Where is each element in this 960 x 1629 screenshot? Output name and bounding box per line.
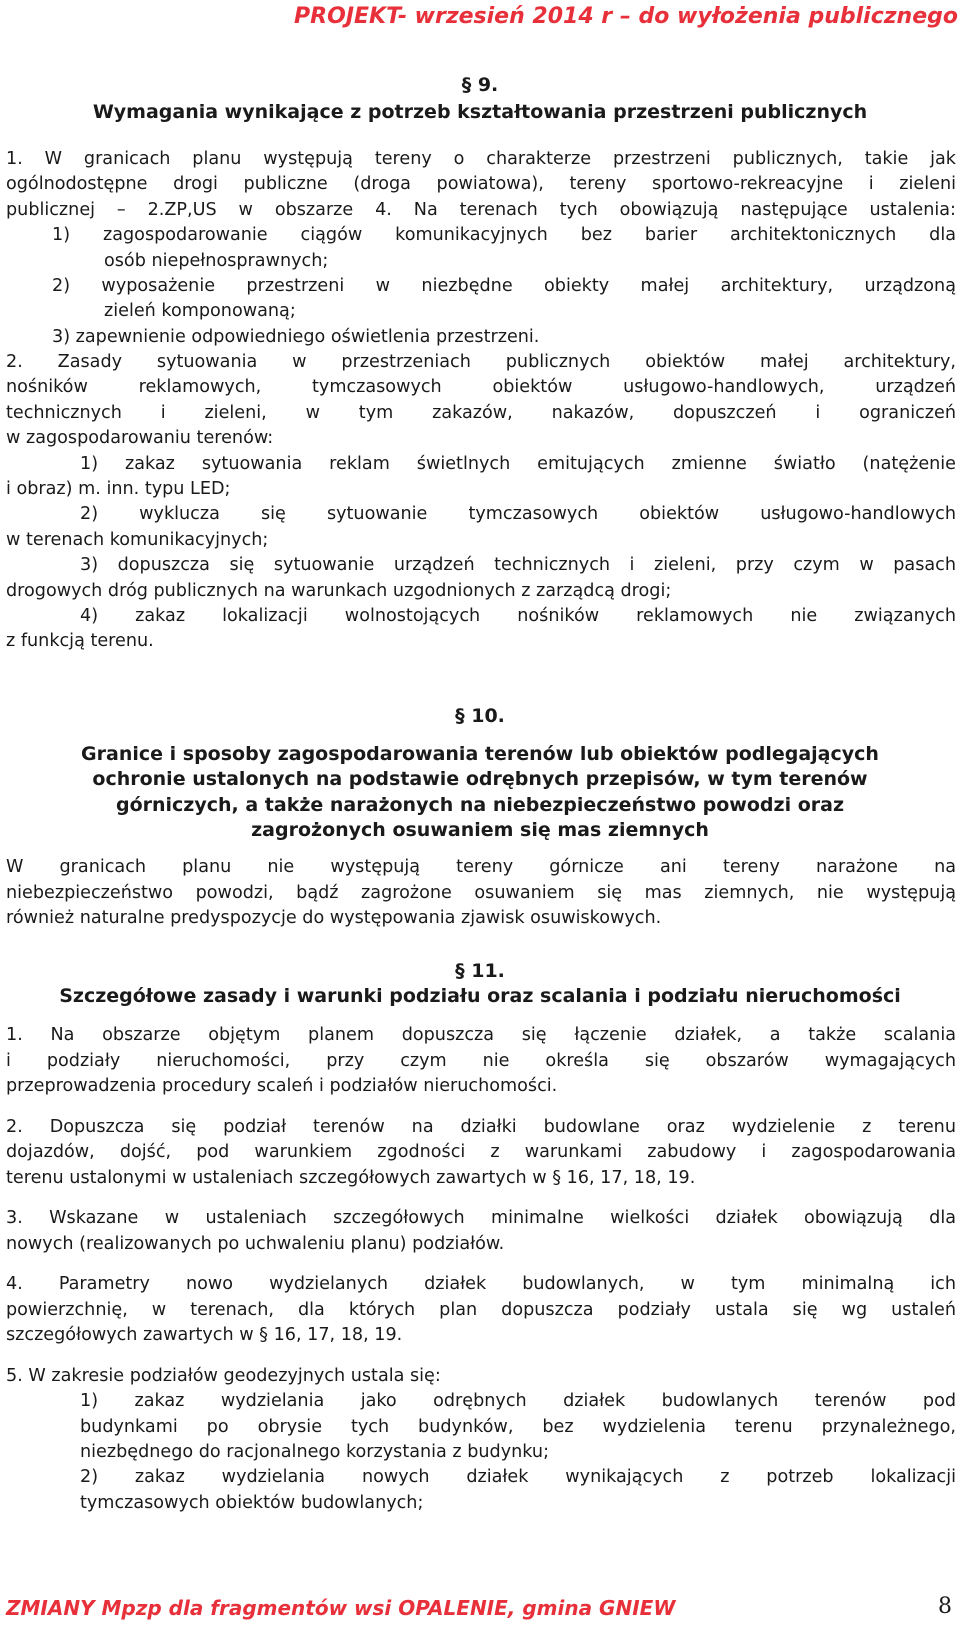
page-number: 8: [938, 1594, 952, 1619]
s9-p1-item2a: 2) wyposażenie przestrzeni w niezbędne obiekty małej architektury, urządzoną: [52, 276, 956, 296]
s11-p2-line1: 2. Dopuszcza się podział terenów na działki budowlane oraz wydzielenie z terenu: [6, 1117, 956, 1137]
s9-p2-line4: w zagospodarowaniu terenów:: [6, 428, 274, 448]
s11-p1-line1: 1. Na obszarze objętym planem dopuszcza się łączenie działek, a także scalania: [6, 1025, 956, 1045]
s11-p1-line2: i podziały nieruchomości, przy czym nie określa się obszarów wymagających: [6, 1051, 956, 1071]
section-9-number: § 9.: [461, 74, 499, 96]
s11-p3-line1: 3. Wskazane w ustaleniach szczegółowych minimalne wielkości działek obowiązują dla: [6, 1208, 956, 1228]
s11-p4-line2: powierzchnię, w terenach, dla których plan dopuszcza podziały ustala się wg ustaleń: [6, 1300, 956, 1320]
section-11-number: § 11.: [455, 960, 505, 982]
s9-p2-line1: 2. Zasady sytuowania w przestrzeniach publicznych obiektów małej architektury,: [6, 352, 956, 372]
s11-p3-line2: nowych (realizowanych po uchwaleniu planu) podziałów.: [6, 1234, 505, 1254]
s9-p1-item2b: zieleń komponowaną;: [104, 301, 296, 321]
s9-p1-line1: 1. W granicach planu występują tereny o charakterze przestrzeni publicznych, takie jak: [6, 149, 956, 169]
s9-p1-line2: ogólnodostępne drogi publiczne (droga powiatowa), tereny sportowo-rekreacyjne i zieleni: [6, 174, 956, 194]
section-10-title-line1: Granice i sposoby zagospodarowania terenów lub obiektów podlegających: [81, 743, 879, 765]
s10-line2: niebezpieczeństwo powodzi, bądź zagrożone osuwaniem się mas ziemnych, nie występują: [6, 883, 956, 903]
s11-p2-line2: dojazdów, dojść, pod warunkiem zgodności z warunkami zabudowy i zagospodarowania: [6, 1142, 956, 1162]
s10-line1: W granicach planu nie występują tereny górnicze ani tereny narażone na: [6, 857, 956, 877]
s11-p5-item1a: 1) zakaz wydzielania jako odrębnych działek budowlanych terenów pod: [80, 1391, 956, 1411]
s9-p2-item3a: 3) dopuszcza się sytuowanie urządzeń technicznych i zieleni, przy czym w pasach: [80, 555, 956, 575]
s9-p2-item2b: w terenach komunikacyjnych;: [6, 530, 269, 550]
s10-line3: również naturalne predyspozycje do występowania zjawisk osuwiskowych.: [6, 908, 662, 928]
section-10-number: § 10.: [455, 705, 505, 727]
s9-p1-item1b: osób niepełnosprawnych;: [104, 251, 329, 271]
s11-p2-line3: terenu ustalonymi w ustaleniach szczegółowych zawartych w § 16, 17, 18, 19.: [6, 1168, 696, 1188]
s9-p2-item4b: z funkcją terenu.: [6, 631, 154, 651]
s11-p4-line1: 4. Parametry nowo wydzielanych działek budowlanych, w tym minimalną ich: [6, 1274, 956, 1294]
document-header: PROJEKT- wrzesień 2014 r – do wyłożenia publicznego: [294, 4, 958, 29]
section-10-title-line2: ochronie ustalonych na podstawie odrębnych przepisów, w tym terenów: [92, 768, 868, 790]
s11-p5-item1b: budynkami po obrysie tych budynków, bez wydzielenia terenu przynależnego,: [80, 1417, 956, 1437]
s9-p2-item2a: 2) wyklucza się sytuowanie tymczasowych obiektów usługowo-handlowych: [80, 504, 956, 524]
document-footer: ZMIANY Mpzp dla fragmentów wsi OPALENIE, gmina GNIEW: [6, 1596, 676, 1620]
s9-p2-item1b: i obraz) m. inn. typu LED;: [6, 479, 231, 499]
s11-p5-item2b: tymczasowych obiektów budowlanych;: [80, 1493, 424, 1513]
s11-p5-item1c: niezbędnego do racjonalnego korzystania z budynku;: [80, 1442, 550, 1462]
s9-p1-item1a: 1) zagospodarowanie ciągów komunikacyjnych bez barier architektonicznych dla: [52, 225, 956, 245]
s9-p2-item1a: 1) zakaz sytuowania reklam świetlnych emitujących zmienne światło (natężenie: [80, 454, 956, 474]
s11-p5-item2a: 2) zakaz wydzielania nowych działek wynikających z potrzeb lokalizacji: [80, 1467, 956, 1487]
s11-p5-intro: 5. W zakresie podziałów geodezyjnych ustala się:: [6, 1366, 441, 1386]
s11-p4-line3: szczegółowych zawartych w § 16, 17, 18, 19.: [6, 1325, 403, 1345]
s9-p1-line3: publicznej – 2.ZP,US w obszarze 4. Na terenach tych obowiązują następujące ustalenia:: [6, 200, 956, 220]
s11-p1-line3: przeprowadzenia procedury scaleń i podziałów nieruchomości.: [6, 1076, 558, 1096]
s9-p2-item3b: drogowych dróg publicznych na warunkach uzgodnionych z zarządcą drogi;: [6, 581, 672, 601]
section-10-title-line4: zagrożonych osuwaniem się mas ziemnych: [251, 819, 709, 841]
s9-p1-item3: 3) zapewnienie odpowiedniego oświetlenia przestrzeni.: [52, 327, 540, 347]
section-10-title-line3: górniczych, a także narażonych na niebezpieczeństwo powodzi oraz: [115, 794, 845, 816]
s9-p2-line3: technicznych i zieleni, w tym zakazów, nakazów, dopuszczeń i ograniczeń: [6, 403, 956, 423]
s9-p2-item4a: 4) zakaz lokalizacji wolnostojących nośników reklamowych nie związanych: [80, 606, 956, 626]
section-9-title: Wymagania wynikające z potrzeb kształtowania przestrzeni publicznych: [92, 101, 868, 123]
s9-p2-line2: nośników reklamowych, tymczasowych obiektów usługowo-handlowych, urządzeń: [6, 377, 956, 397]
section-11-title: Szczegółowe zasady i warunki podziału oraz scalania i podziału nieruchomości: [59, 985, 901, 1007]
